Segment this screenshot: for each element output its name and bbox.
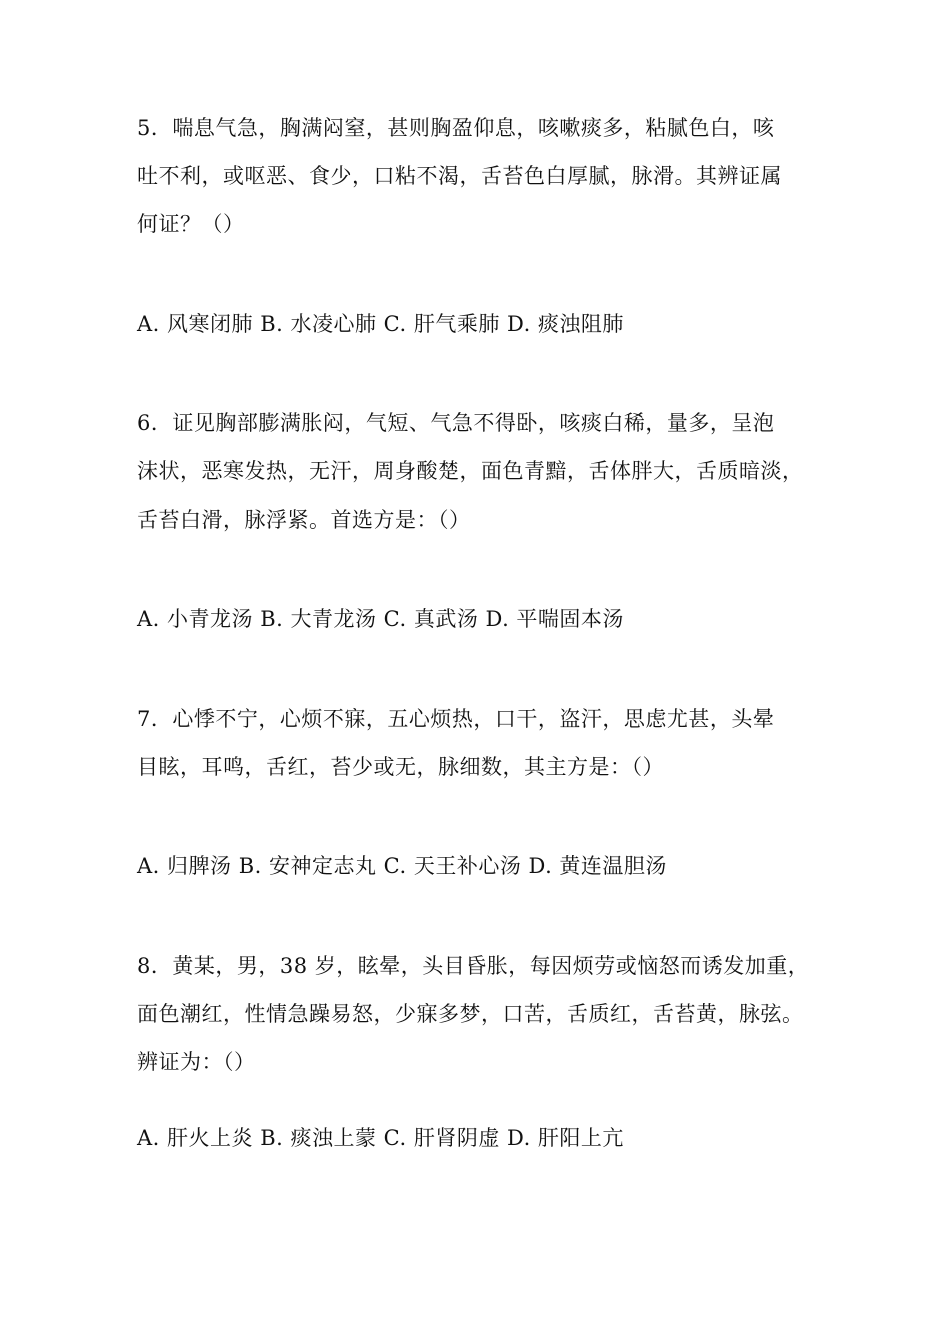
- question-7-line-1: 7．心悸不宁，心烦不寐，五心烦热，口干，盗汗，思虑尤甚，头晕: [137, 707, 775, 731]
- question-8-line-1: 8．黄某，男，38 岁，眩晕，头目昏胀，每因烦劳或恼怒而诱发加重，: [137, 954, 810, 978]
- question-6-line-1: 6．证见胸部膨满胀闷，气短、气急不得卧，咳痰白稀，量多，呈泡: [137, 411, 775, 435]
- question-7-options: A. 归脾汤 B. 安神定志丸 C. 天王补心汤 D. 黄连温胆汤: [137, 854, 667, 878]
- question-5-line-1: 5．喘息气急，胸满闷窒，甚则胸盈仰息，咳嗽痰多，粘腻色白，咳: [137, 116, 775, 140]
- question-8-line-3: 辨证为：（）: [137, 1050, 256, 1074]
- question-6-options: A. 小青龙汤 B. 大青龙汤 C. 真武汤 D. 平喘固本汤: [137, 607, 624, 631]
- question-6-line-3: 舌苔白滑，脉浮紧。首选方是：（）: [137, 508, 471, 532]
- question-8-options: A. 肝火上炎 B. 痰浊上蒙 C. 肝肾阴虚 D. 肝阳上亢: [137, 1126, 624, 1150]
- question-7-line-2: 目眩，耳鸣，舌红，苔少或无，脉细数，其主方是：（）: [137, 755, 664, 779]
- question-5-line-2: 吐不利，或呕恶、食少，口粘不渴，舌苔色白厚腻，脉滑。其辨证属: [137, 164, 782, 188]
- question-8-line-2: 面色潮红，性情急躁易怒，少寐多梦，口苦，舌质红，舌苔黄，脉弦。: [137, 1002, 804, 1026]
- question-5-options: A. 风寒闭肺 B. 水凌心肺 C. 肝气乘肺 D. 痰浊阻肺: [137, 312, 624, 336]
- question-5-line-3: 何证？（）: [137, 212, 245, 236]
- question-6-line-2: 沫状，恶寒发热，无汗，周身酸楚，面色青黯，舌体胖大，舌质暗淡，: [137, 459, 804, 483]
